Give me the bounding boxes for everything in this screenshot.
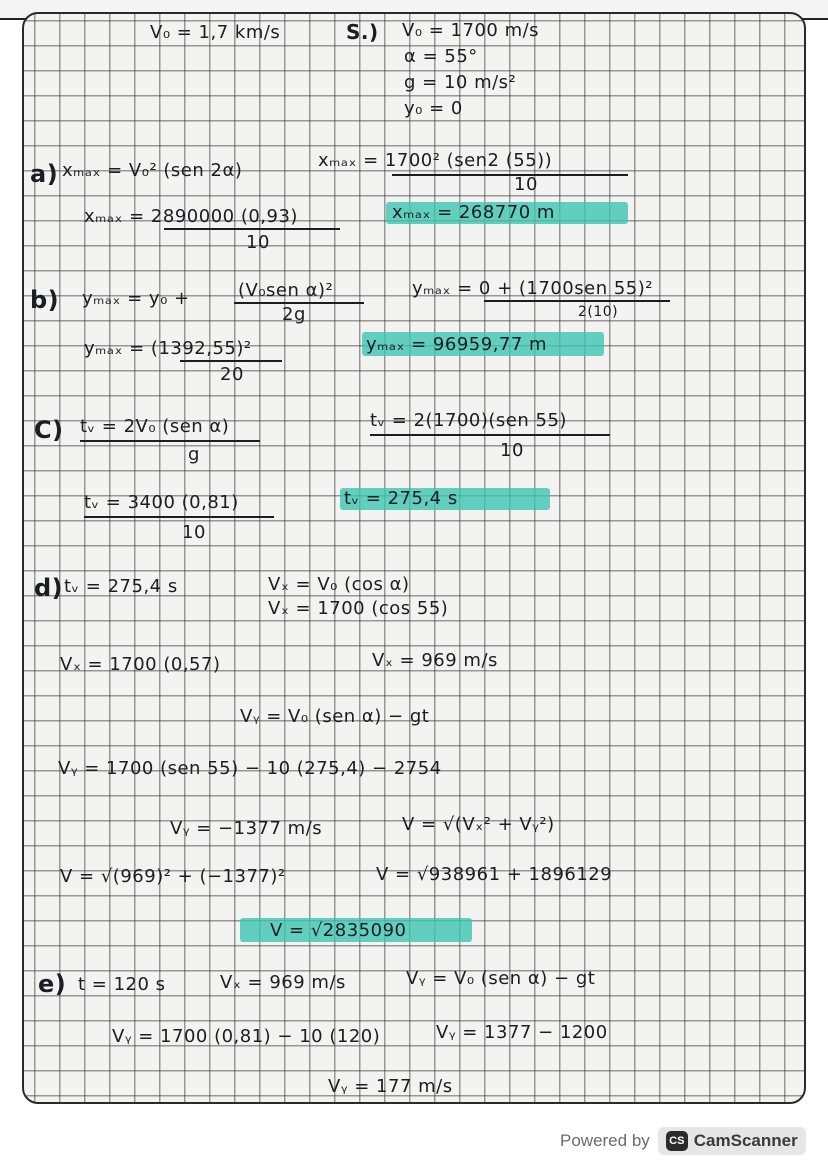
part-e-vy-substitution: Vᵧ = 1700 (0,81) − 10 (120): [112, 1026, 381, 1047]
part-b-substitution-numerator: yₘₐₓ = 0 + (1700sen 55)²: [412, 278, 653, 299]
grid-paper-sheet: [22, 12, 806, 1104]
part-b-formula-left: yₘₐₓ = y₀ +: [82, 288, 190, 309]
part-d-vx-substitution: Vₓ = 1700 (cos 55): [268, 598, 449, 619]
part-e-vx: Vₓ = 969 m/s: [220, 972, 346, 993]
part-d-vx-result: Vₓ = 969 m/s: [372, 650, 498, 671]
part-d-vx-formula: Vₓ = V₀ (cos α): [268, 574, 410, 595]
part-b-formula-numerator: (V₀sen α)²: [238, 280, 334, 301]
part-d-tv: tᵥ = 275,4 s: [64, 576, 178, 597]
part-c-formula-numerator: tᵥ = 2V₀ (sen α): [80, 416, 230, 437]
powered-by-text: Powered by: [560, 1131, 650, 1150]
part-b-result: yₘₐₓ = 96959,77 m: [366, 334, 548, 355]
part-e-label: e): [38, 970, 67, 998]
given-g: g = 10 m/s²: [404, 72, 517, 93]
part-a-calc-fraction-bar: [164, 228, 340, 230]
part-d-v-formula: V = √(Vₓ² + Vᵧ²): [402, 814, 555, 835]
part-b-formula-denominator: 2g: [282, 304, 306, 325]
part-b-label: b): [30, 286, 60, 314]
part-b-calc-numerator: yₘₐₓ = (1392,55)²: [84, 338, 252, 359]
part-c-calc-fraction-bar: [84, 516, 274, 518]
part-a-formula: xₘₐₓ = V₀² (sen 2α): [62, 160, 243, 181]
given-v0: V₀ = 1700 m/s: [402, 20, 540, 41]
part-b-calc-fraction-bar: [180, 360, 282, 362]
part-b-substitution-fraction-bar: [484, 300, 670, 302]
part-a-substitution-fraction-bar: [392, 174, 628, 176]
part-d-v-calc: V = √938961 + 1896129: [376, 864, 613, 885]
camscanner-logo-icon: CS: [666, 1131, 688, 1151]
part-e-vy-calc: Vᵧ = 1377 − 1200: [436, 1022, 608, 1043]
given-label: S.): [346, 20, 379, 44]
given-y0: y₀ = 0: [404, 98, 463, 119]
part-a-label: a): [30, 160, 59, 188]
part-d-v-substitution: V = √(969)² + (−1377)²: [60, 866, 286, 887]
part-c-result: tᵥ = 275,4 s: [344, 488, 458, 509]
part-a-calc-numerator: xₘₐₓ = 2890000 (0,93): [84, 206, 298, 227]
part-d-vx-calc: Vₓ = 1700 (0,57): [60, 654, 221, 675]
part-a-substitution-denominator: 10: [514, 174, 538, 195]
part-e-vy-result: Vᵧ = 177 m/s: [328, 1076, 453, 1097]
part-e-vy-formula: Vᵧ = V₀ (sen α) − gt: [406, 968, 596, 989]
part-e-t: t = 120 s: [78, 974, 166, 995]
camscanner-badge: [658, 1127, 806, 1155]
part-d-vy-formula: Vᵧ = V₀ (sen α) − gt: [240, 706, 430, 727]
camscanner-footer: [560, 1124, 806, 1158]
part-c-substitution-denominator: 10: [500, 440, 524, 461]
part-b-substitution-denominator: 2(10): [578, 304, 619, 320]
part-c-substitution-fraction-bar: [370, 434, 610, 436]
part-c-formula-fraction-bar: [80, 440, 260, 442]
part-b-calc-denominator: 20: [220, 364, 244, 385]
part-a-substitution-numerator: xₘₐₓ = 1700² (sen2 (55)): [318, 150, 553, 171]
part-c-calc-numerator: tᵥ = 3400 (0,81): [84, 492, 239, 513]
part-d-vy-result: Vᵧ = −1377 m/s: [170, 818, 323, 839]
part-d-label: d): [34, 574, 64, 602]
part-c-formula-denominator: g: [188, 444, 200, 465]
given-v0-speed: V₀ = 1,7 km/s: [150, 22, 281, 43]
part-c-substitution-numerator: tᵥ = 2(1700)(sen 55): [370, 410, 567, 431]
part-c-calc-denominator: 10: [182, 522, 206, 543]
part-a-calc-denominator: 10: [246, 232, 270, 253]
part-d-vy-substitution: Vᵧ = 1700 (sen 55) − 10 (275,4) − 2754: [58, 758, 442, 779]
part-c-label: C): [34, 416, 64, 444]
camscanner-brand-name: CamScanner: [693, 1131, 798, 1150]
part-a-result: xₘₐₓ = 268770 m: [392, 202, 555, 223]
part-d-v-result: V = √2835090: [270, 920, 407, 941]
given-alpha: α = 55°: [404, 46, 478, 67]
